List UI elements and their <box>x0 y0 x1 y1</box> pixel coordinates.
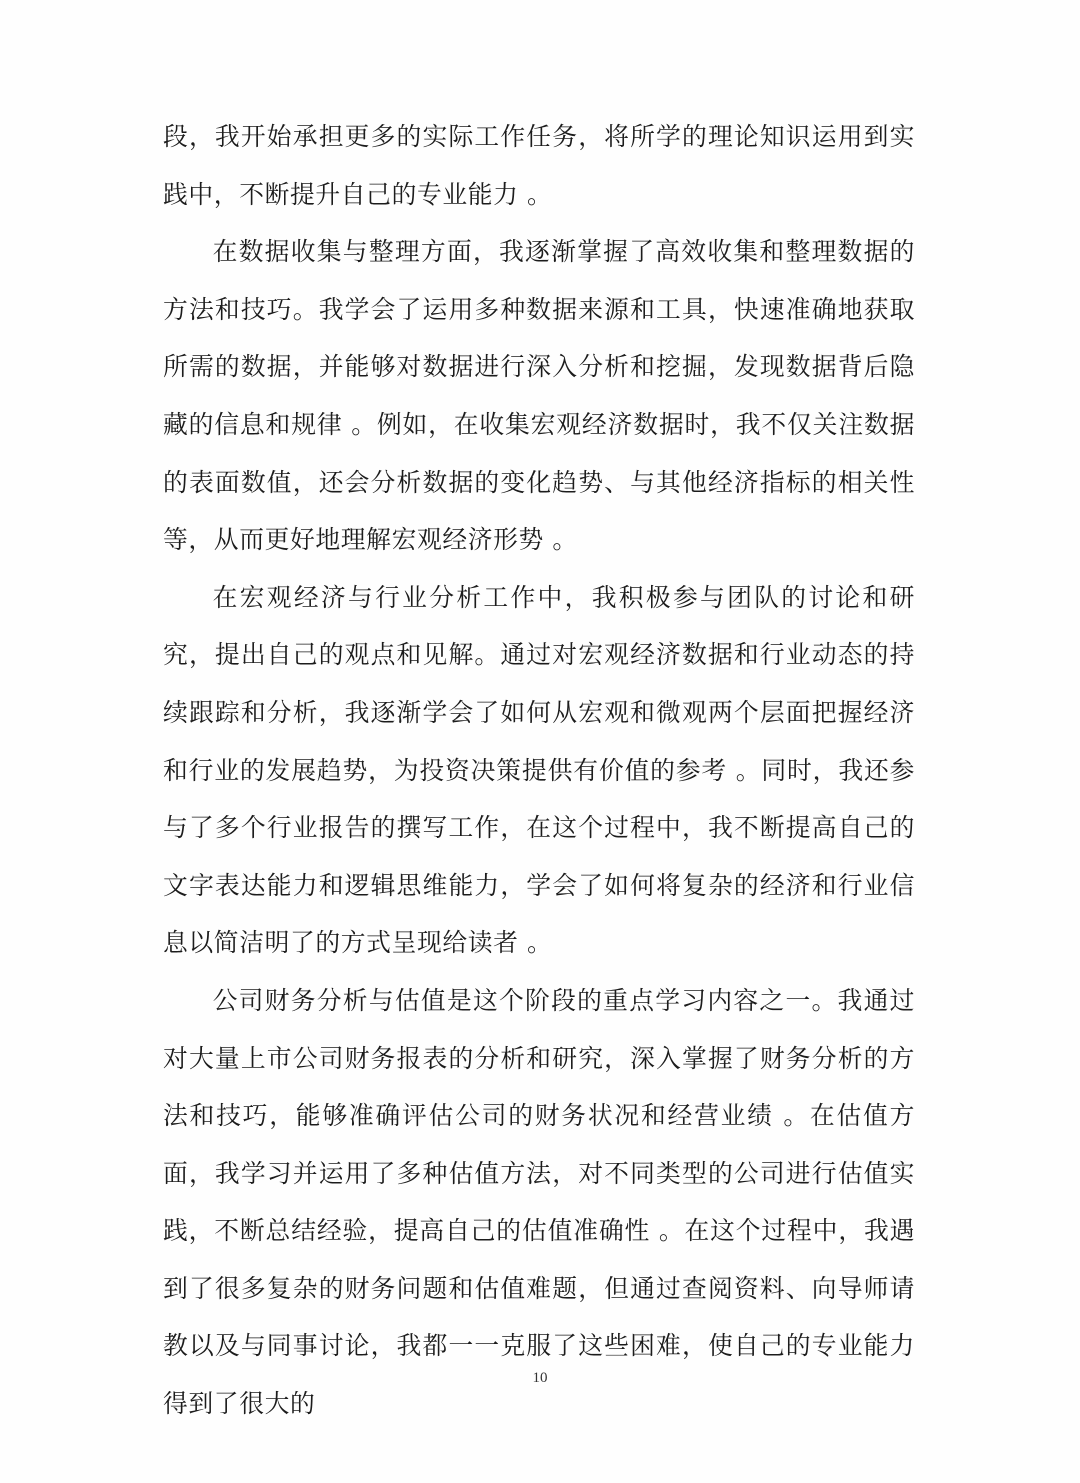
paragraph-financial-valuation: 公司财务分析与估值是这个阶段的重点学习内容之一。我通过对大量上市公司财务报表的分析和研究，深入掌握了财务分析的方法和技巧，能够准确评估公司的财务状况和经营业绩 。在估值方面，我学习并运用了多种估值方法，对不同类型的公司进行估值实践，不断总结经验，提高自己的估值准确性 。在这个过程中，我遇到了很多复杂的财务问题和估值难题，但通过查阅资料、向导师请教以及与同事讨论，我都一一克服了这些困难，使自己的专业能力得到了很大的 <box>163 985 915 1419</box>
page-number: 10 <box>532 1370 548 1386</box>
body-text <box>163 108 915 1433</box>
paragraph-continued: 段，我开始承担更多的实际工作任务，将所学的理论知识运用到实践中，不断提升自己的专业能力 。 <box>163 122 915 209</box>
paragraph-data-collection: 在数据收集与整理方面，我逐渐掌握了高效收集和整理数据的方法和技巧。我学会了运用多种数据来源和工具，快速准确地获取所需的数据，并能够对数据进行深入分析和挖掘，发现数据背后隐藏的信息和规律 。例如，在收集宏观经济数据时，我不仅关注数据的表面数值，还会分析数据的变化趋势、与其他经济指标的相关性等，从而更好地理解宏观经济形势 。 <box>163 237 915 555</box>
paragraph-macro-industry-analysis: 在宏观经济与行业分析工作中，我积极参与团队的讨论和研究，提出自己的观点和见解。通过对宏观经济数据和行业动态的持续跟踪和分析，我逐渐学会了如何从宏观和微观两个层面把握经济和行业的发展趋势，为投资决策提供有价值的参考 。同时，我还参与了多个行业报告的撰写工作，在这个过程中，我不断提高自己的文字表达能力和逻辑思维能力，学会了如何将复杂的经济和行业信息以简洁明了的方式呈现给读者 。 <box>163 582 915 958</box>
